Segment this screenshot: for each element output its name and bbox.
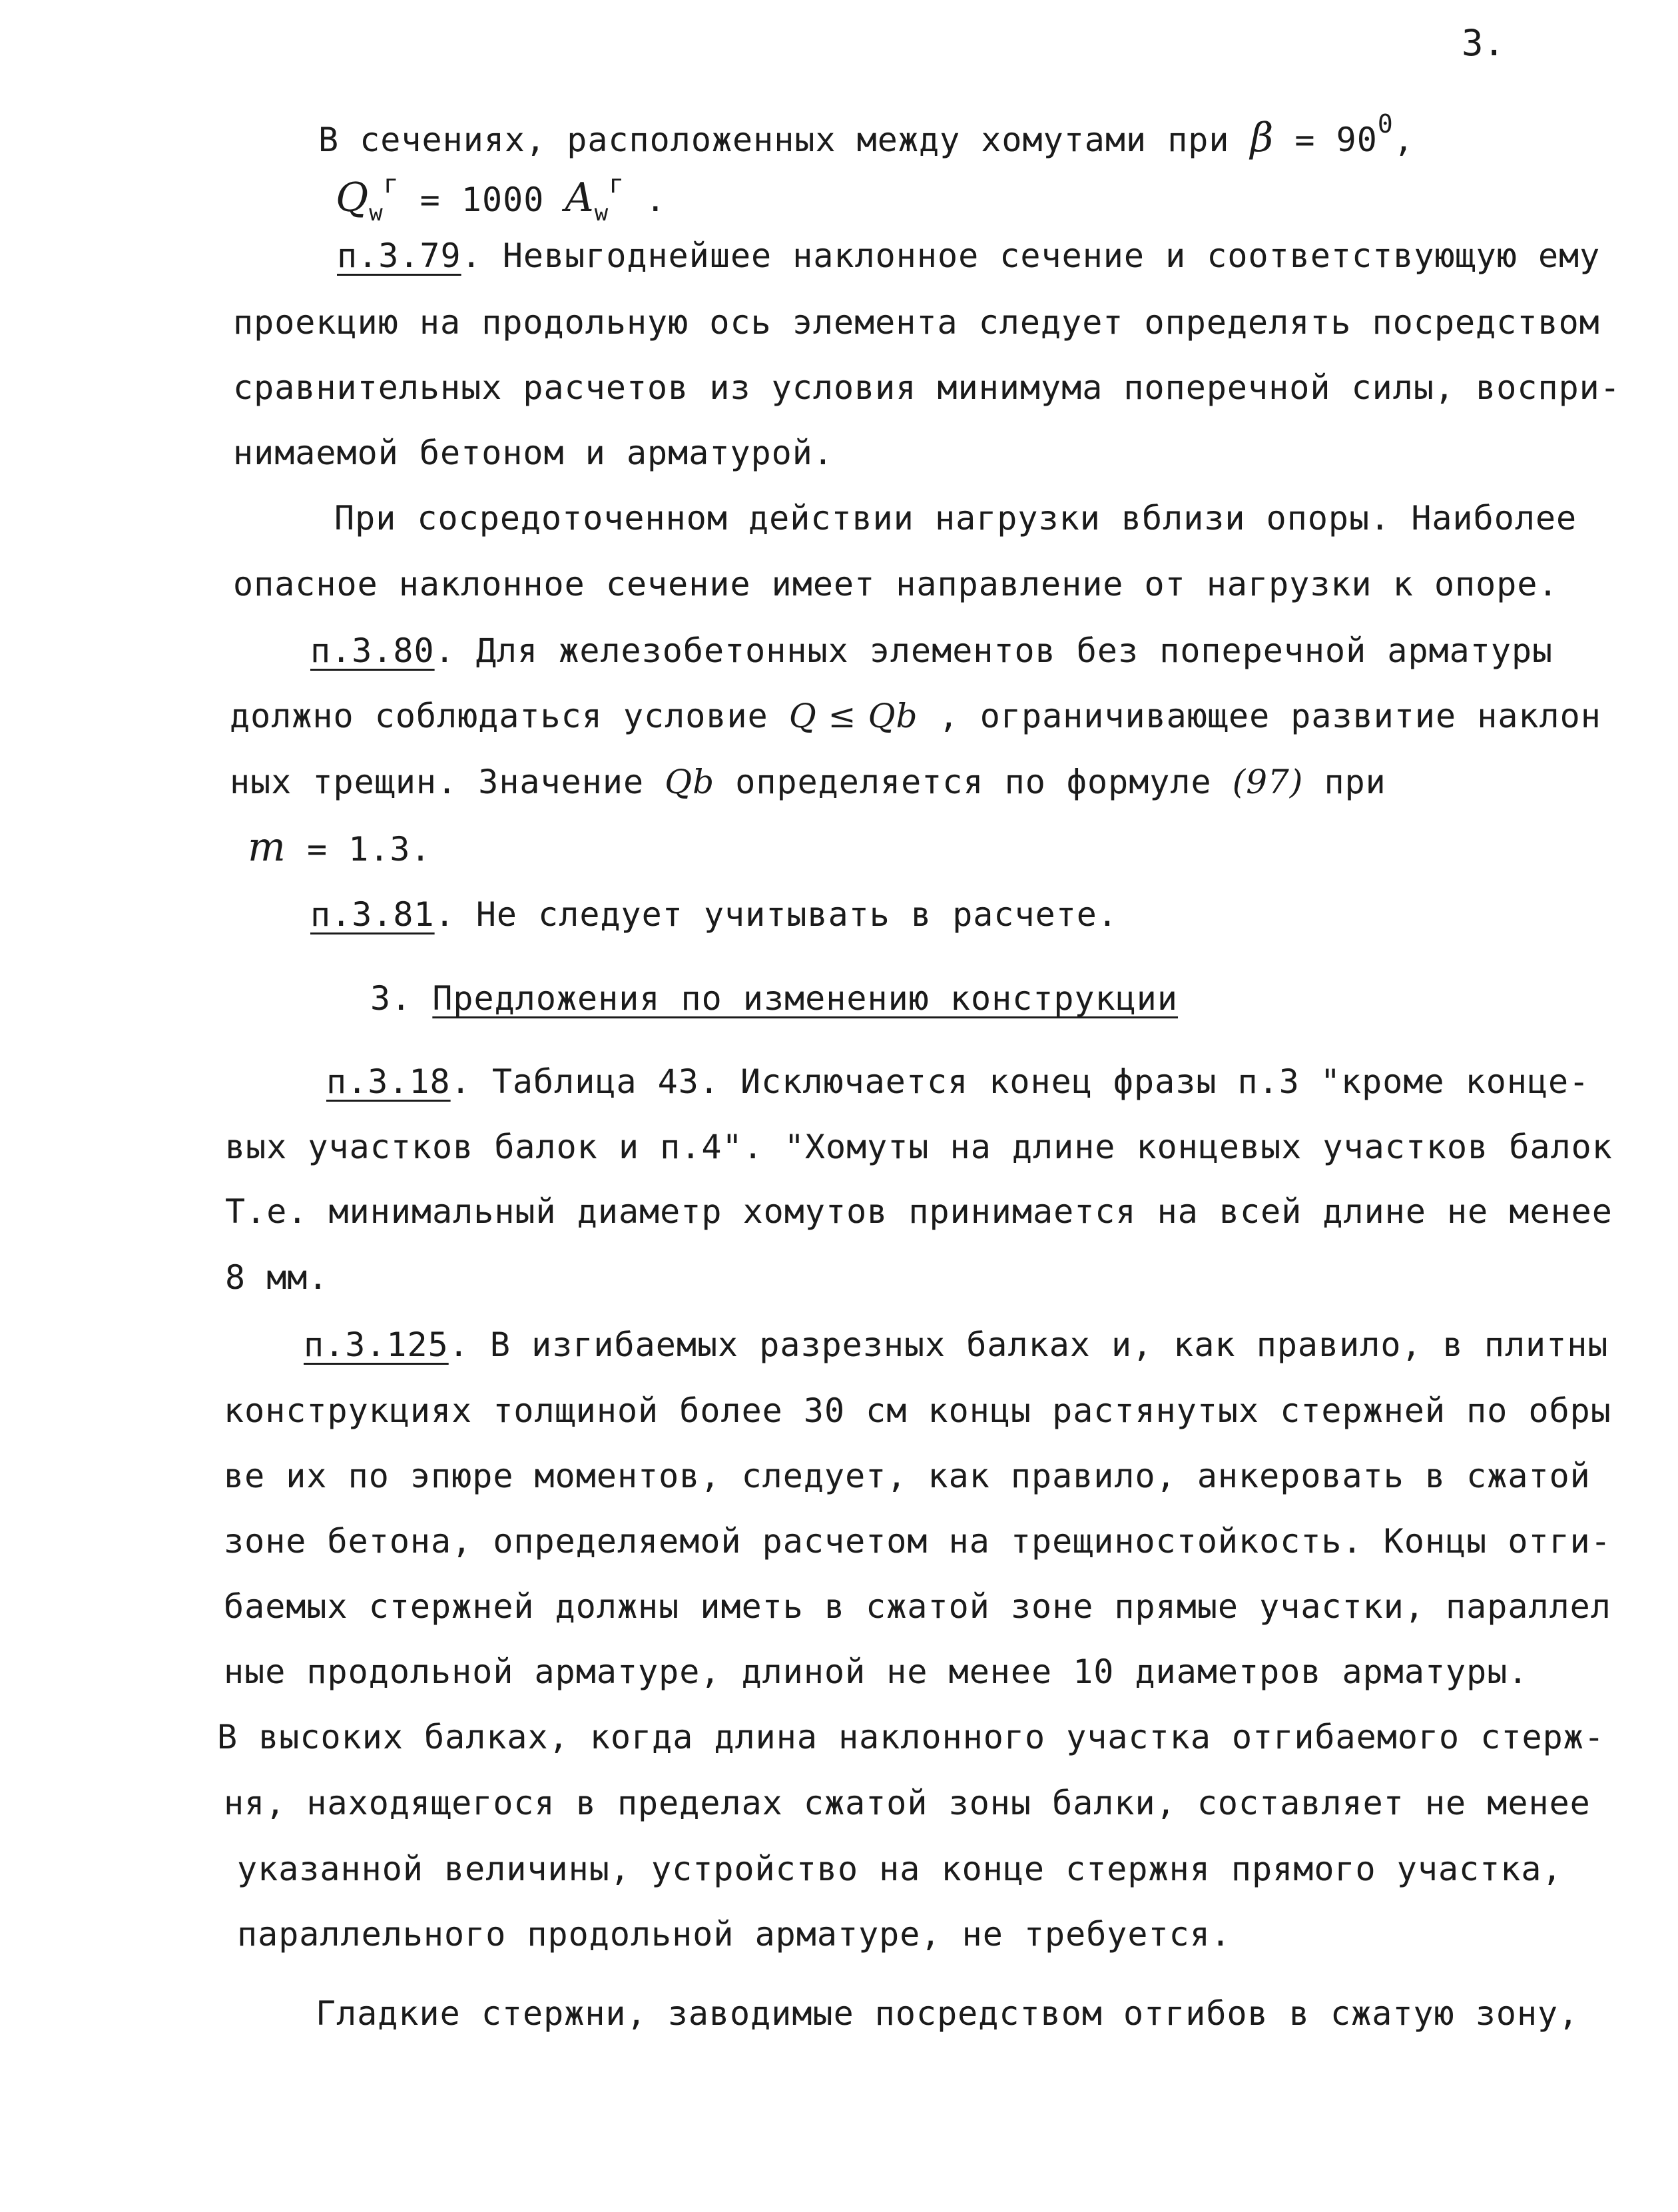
formula-equals: = 1000 [399,181,565,219]
a-letter: A [565,175,595,221]
para1-text: В сечениях, расположенных между хомутами при [318,121,1251,159]
p3125-line-3: ве их по эпюре моментов, следует, как правило, анкеровать в сжатой [224,1457,1591,1495]
qb-symbol: Qb [665,763,715,801]
p379-line-4: нимаемой бетоном и арматурой. [233,434,834,472]
beta-value: = 90 [1274,121,1378,159]
p3125-line-8: ня, находящегося в пределах сжатой зоны балки, составляет не менее [224,1784,1591,1822]
p3125-line-10: параллельного продольной арматуре, не требуется. [237,1915,1231,1954]
section-heading [370,977,1178,1020]
q-letter: Q [336,175,370,221]
p3125-line-2: конструкциях толщиной более 30 см концы растянутых стержней по обры [224,1391,1611,1430]
degree-mark: 0 [1377,109,1394,139]
p380-line2-start: должно соблюдаться условие [230,697,789,735]
p380-line3-start: ных трещин. Значение [230,763,665,801]
p379-text: . Невыгоднейшее наклонное сечение и соответствующую ему [461,236,1601,275]
p318-ref: п.3.18 [326,1062,451,1101]
p318-line-3: Т.е. минимальный диаметр хомутов принимается на всей длине не менее [225,1192,1613,1231]
p380-text: . Для железобетонных элементов без поперечной арматуры [434,631,1553,670]
q-superscript: г [383,169,400,198]
p318-line-1 [326,1060,1589,1103]
a-superscript: г [609,169,625,198]
m-value: = 1.3. [286,830,431,869]
p3125-line-5: баемых стержней должны иметь в сжатой зоне прямые участки, параллел [224,1587,1611,1626]
p3125-line-4: зоне бетона, определяемой расчетом на трещиностойкость. Концы отги- [224,1522,1611,1561]
p3125-ref: п.3.125 [304,1325,449,1364]
section-number: 3. [370,979,433,1018]
p380-line-4 [248,826,431,871]
concentrated-line-2: опасное наклонное сечение имеет направление от нагрузки к опоре. [233,565,1559,603]
m-symbol: m [248,824,286,871]
condition-formula: Q ≤ Qb [788,697,918,735]
p379-ref: п.3.79 [337,236,461,275]
p380-line3-end: при [1303,763,1386,801]
p380-line3-mid: определяется по формуле [714,763,1233,801]
p380-line2-end: , ограничивающее развитие наклон [918,697,1601,735]
p381-line [310,893,1118,936]
formula-line [336,163,666,234]
page-number: 3. [1462,22,1506,64]
q-subscript: w [369,200,384,226]
p380-line-2 [230,695,1601,737]
p3125-line-9: указанной величины, устройство на конце стержня прямого участка, [237,1850,1563,1888]
p381-ref: п.3.81 [310,895,435,934]
p3125-text: . В изгибаемых разрезных балках и, как правило, в плитны [448,1325,1609,1364]
concentrated-line-1: При сосредоточенном действии нагрузки вблизи опоры. Наиболее [334,499,1577,538]
p318-line-4: 8 мм. [225,1258,329,1297]
beta-symbol: β [1250,115,1274,161]
smooth-bars-line: Гладкие стержни, заводимые посредством отгибов в сжатую зону, [316,1994,1579,2033]
p379-line-3: сравнительных расчетов из условия минимума поперечной силы, воспри- [233,368,1621,407]
section-title: Предложения по изменению конструкции [432,979,1179,1018]
p3125-line-7: В высоких балках, когда длина наклонного участка отгибаемого стерж- [217,1718,1605,1756]
p318-line-2: вых участков балок и п.4". "Хомуты на длине концевых участков балок [225,1128,1613,1166]
para1-line [318,103,1414,161]
p379-line-2: проекцию на продольную ось элемента следует определять посредством [233,303,1600,342]
p318-text: . Таблица 43. Исключается конец фразы п.3 "кроме конце- [450,1062,1590,1101]
para1-trailing: , [1393,121,1414,159]
p380-line-1 [310,629,1553,672]
p3125-line-6: ные продольной арматуре, длиной не менее 10 диаметров арматуры. [224,1653,1529,1691]
a-subscript: w [594,200,609,226]
formula-reference: (97) [1232,763,1304,801]
p379-line-1 [337,234,1600,277]
p380-ref: п.3.80 [310,631,435,670]
p381-text: . Не следует учитывать в расчете. [434,895,1119,934]
formula-dot: . [625,181,667,219]
p380-line-3 [230,761,1386,803]
p3125-line-1 [304,1323,1608,1366]
